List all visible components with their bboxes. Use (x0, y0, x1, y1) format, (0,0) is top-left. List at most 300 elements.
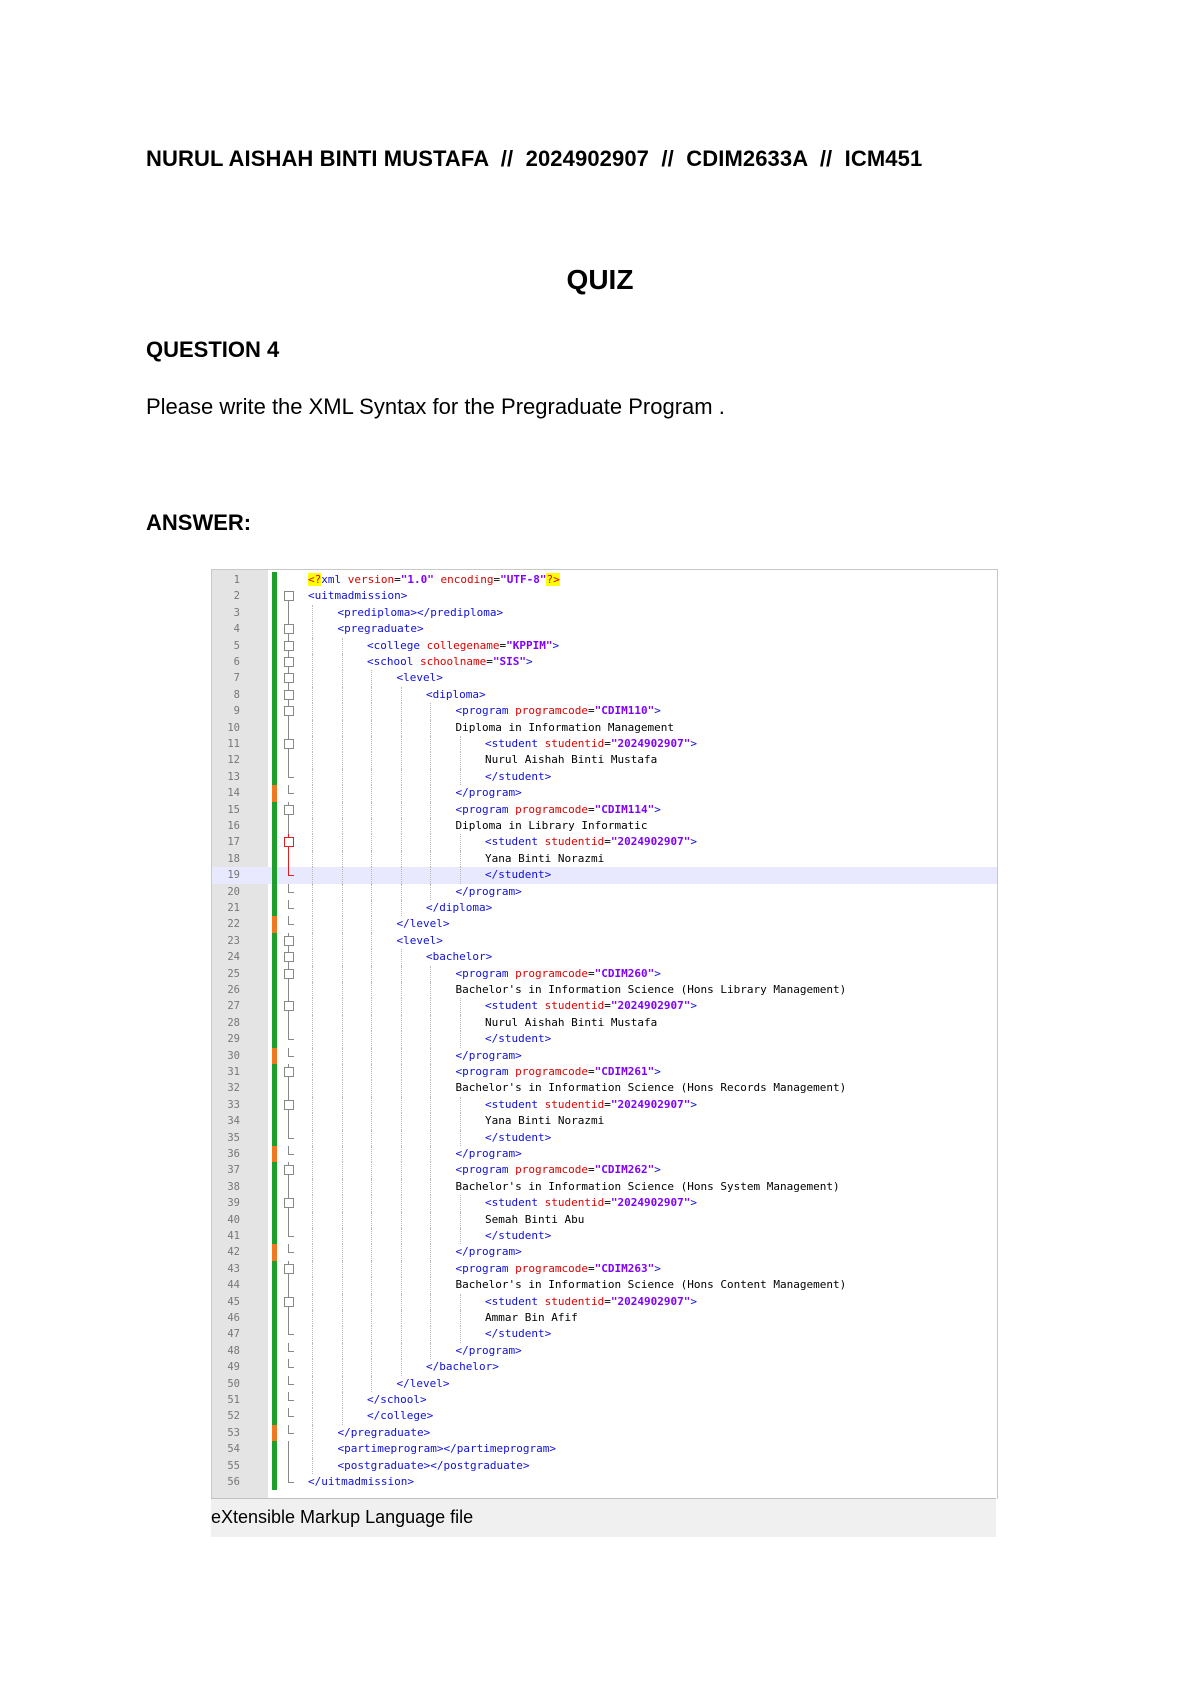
code-token: "CDIM110" (594, 704, 655, 718)
indent-guide (430, 1097, 431, 1113)
fold-guide (284, 1343, 294, 1359)
line-number: 35 (227, 1131, 240, 1144)
fold-guide (284, 851, 294, 867)
change-marker (272, 1261, 277, 1277)
code-token: Nurul Aishah Binti Mustafa (485, 753, 658, 767)
code-token: programcode (515, 802, 588, 816)
indent-guide (401, 900, 402, 916)
line-number: 17 (227, 836, 240, 849)
fold-toggle-icon[interactable] (284, 1064, 294, 1080)
indent-guide (401, 1097, 402, 1113)
indent-guide (401, 1343, 402, 1359)
fold-toggle-icon[interactable] (284, 1097, 294, 1113)
fold-toggle-icon[interactable] (284, 588, 294, 604)
code-token: Bachelor's in Information Science (Hons Records Management) (455, 1081, 847, 1095)
indent-guide (312, 1015, 313, 1031)
code-line[interactable] (212, 802, 997, 818)
code-token: "CDIM260" (594, 966, 655, 980)
change-marker (272, 851, 277, 867)
code-text (397, 916, 450, 932)
code-line[interactable] (212, 1146, 997, 1162)
indent-guide (401, 1359, 402, 1375)
code-line[interactable] (212, 1097, 997, 1113)
indent-guide (371, 1097, 372, 1113)
code-text (456, 802, 661, 818)
indent-guide (371, 1294, 372, 1310)
indent-guide (312, 1343, 313, 1359)
line-number: 54 (227, 1443, 240, 1456)
fold-guide (284, 1277, 294, 1293)
fold-toggle-icon[interactable] (284, 949, 294, 965)
code-line[interactable] (212, 900, 997, 916)
code-token: <program (455, 704, 516, 718)
line-number: 44 (227, 1279, 240, 1292)
change-marker (272, 998, 277, 1014)
code-line[interactable] (212, 1015, 997, 1031)
code-token: > (690, 999, 697, 1013)
fold-toggle-icon[interactable] (284, 998, 294, 1014)
indent-guide (312, 1261, 313, 1277)
code-token: programcode (515, 1261, 588, 1275)
code-line[interactable] (212, 1310, 997, 1326)
code-token: <school (367, 655, 420, 668)
indent-guide (460, 1130, 461, 1146)
code-token: > (654, 1065, 661, 1078)
code-text (397, 670, 443, 686)
indent-guide (401, 1064, 402, 1080)
fold-toggle-icon[interactable] (284, 703, 294, 719)
code-line[interactable] (212, 1392, 997, 1408)
change-marker (272, 1195, 277, 1211)
indent-guide (312, 621, 313, 637)
fold-guide (284, 1015, 294, 1031)
code-line[interactable] (212, 1080, 997, 1096)
indent-guide (430, 802, 431, 818)
fold-toggle-icon[interactable] (284, 933, 294, 949)
indent-guide (430, 966, 431, 982)
indent-guide (371, 867, 372, 883)
code-line[interactable] (212, 1130, 997, 1146)
line-number: 36 (227, 1148, 240, 1160)
line-number: 22 (227, 918, 240, 931)
xml-code-editor[interactable] (211, 569, 998, 1499)
code-line[interactable] (212, 818, 997, 834)
indent-guide (342, 720, 343, 736)
code-token: "KPPIM" (506, 638, 553, 652)
code-token: Bachelor's in Information Science (Hons System Management) (455, 1179, 840, 1193)
indent-guide (312, 1048, 313, 1064)
code-token: <student (485, 1097, 545, 1111)
indent-guide (460, 1294, 461, 1310)
code-line[interactable] (212, 1048, 997, 1064)
status-bar (211, 1498, 996, 1537)
code-line[interactable] (212, 605, 997, 621)
indent-guide (371, 687, 372, 703)
indent-guide (312, 670, 313, 686)
code-token: </student> (485, 1032, 552, 1046)
indent-guide (312, 949, 313, 965)
indent-guide (312, 1080, 313, 1096)
code-line[interactable] (212, 1212, 997, 1228)
indent-guide (371, 1195, 372, 1211)
line-number: 25 (227, 967, 240, 980)
code-text (485, 851, 604, 867)
line-number: 52 (227, 1410, 240, 1423)
indent-guide (342, 1031, 343, 1047)
code-line[interactable] (212, 752, 997, 768)
indent-guide (401, 834, 402, 850)
change-marker (272, 1458, 277, 1474)
code-line[interactable] (212, 1359, 997, 1375)
change-marker (272, 900, 277, 916)
indent-guide (371, 966, 372, 982)
fold-guide (284, 769, 294, 785)
change-marker (272, 949, 277, 965)
code-token: <diploma> (426, 687, 486, 701)
fold-toggle-icon[interactable] (284, 687, 294, 703)
code-text (456, 1162, 661, 1178)
indent-guide (401, 752, 402, 768)
code-token: "2024902907" (610, 835, 691, 849)
fold-guide (284, 916, 294, 932)
indent-guide (342, 867, 343, 883)
indent-guide (312, 851, 313, 867)
code-line[interactable] (212, 1162, 997, 1178)
code-line[interactable] (212, 1195, 997, 1211)
code-token: = (604, 737, 611, 750)
indent-guide (342, 1228, 343, 1244)
code-line[interactable] (212, 1343, 997, 1359)
code-token: <uitmadmission> (308, 589, 408, 603)
indent-guide (342, 851, 343, 867)
code-line[interactable] (212, 1064, 997, 1080)
code-token: <student (485, 835, 545, 849)
line-number: 43 (227, 1262, 240, 1275)
code-line[interactable] (212, 916, 997, 932)
code-text (456, 818, 648, 834)
code-line[interactable] (212, 687, 997, 703)
line-number: 6 (233, 656, 240, 668)
indent-guide (342, 933, 343, 949)
code-text (456, 1064, 661, 1080)
code-token: <student (485, 1196, 545, 1210)
code-line[interactable] (212, 670, 997, 686)
line-number: 48 (227, 1344, 240, 1357)
line-number: 56 (227, 1476, 240, 1488)
code-line[interactable] (212, 998, 997, 1014)
code-token: = (493, 573, 501, 586)
change-marker (272, 1359, 277, 1375)
indent-guide (401, 1195, 402, 1211)
fold-guide (284, 1212, 294, 1228)
code-token: ?> (546, 573, 560, 586)
line-number: 19 (227, 869, 240, 882)
code-token: </student> (485, 1229, 552, 1242)
code-token: </student> (485, 769, 552, 783)
fold-toggle-icon[interactable] (284, 654, 294, 670)
change-marker (272, 1212, 277, 1228)
indent-guide (342, 966, 343, 982)
code-token: encoding (433, 573, 494, 586)
fold-toggle-icon[interactable] (284, 966, 294, 982)
change-marker (272, 1228, 277, 1244)
line-number: 31 (227, 1066, 240, 1078)
indent-guide (430, 1146, 431, 1162)
code-line[interactable] (212, 736, 997, 752)
indent-guide (342, 1146, 343, 1162)
code-line[interactable] (212, 851, 997, 867)
indent-guide (342, 1130, 343, 1146)
indent-guide (371, 818, 372, 834)
code-line[interactable] (212, 769, 997, 785)
indent-guide (401, 1113, 402, 1129)
fold-toggle-icon[interactable] (284, 1162, 294, 1178)
code-line[interactable] (212, 703, 997, 719)
code-token: "2024902907" (610, 999, 691, 1013)
code-line[interactable] (212, 1408, 997, 1424)
code-line[interactable] (212, 621, 997, 637)
code-line[interactable] (212, 867, 997, 883)
indent-guide (460, 752, 461, 768)
change-marker (272, 867, 277, 883)
code-token: xml (321, 573, 348, 586)
indent-guide (430, 1326, 431, 1342)
indent-guide (401, 851, 402, 867)
indent-guide (371, 933, 372, 949)
code-text (485, 769, 551, 785)
code-line[interactable] (212, 1294, 997, 1310)
fold-toggle-icon[interactable] (284, 638, 294, 654)
indent-guide (342, 1048, 343, 1064)
code-line[interactable] (212, 654, 997, 670)
code-token: > (525, 655, 533, 668)
code-text (456, 884, 522, 900)
code-token: studentid (544, 1196, 605, 1210)
code-line[interactable] (212, 1031, 997, 1047)
indent-guide (312, 752, 313, 768)
indent-guide (401, 1031, 402, 1047)
change-marker (272, 802, 277, 818)
indent-guide (342, 916, 343, 932)
code-text (367, 654, 533, 670)
change-marker (272, 1146, 277, 1162)
code-line[interactable] (212, 933, 997, 949)
indent-guide (312, 966, 313, 982)
code-line[interactable] (212, 834, 997, 850)
code-text (485, 1195, 697, 1211)
fold-guide (284, 785, 294, 801)
line-number: 20 (227, 885, 240, 898)
answer-label: ANSWER: (146, 510, 252, 535)
indent-guide (430, 752, 431, 768)
code-line[interactable] (212, 1179, 997, 1195)
fold-guide (284, 867, 294, 883)
indent-guide (342, 769, 343, 785)
fold-guide (284, 1326, 294, 1342)
code-token: > (654, 704, 661, 718)
code-token: </level> (396, 1376, 450, 1390)
indent-guide (342, 1179, 343, 1195)
fold-guide (284, 1113, 294, 1129)
change-marker (272, 605, 277, 621)
code-token: > (690, 1294, 697, 1308)
code-line[interactable] (212, 638, 997, 654)
change-marker (272, 1392, 277, 1408)
change-marker (272, 1326, 277, 1342)
code-token: </level> (396, 917, 450, 931)
code-line[interactable] (212, 785, 997, 801)
code-token: > (690, 835, 697, 849)
code-line[interactable] (212, 1113, 997, 1129)
line-number: 12 (227, 754, 240, 767)
indent-guide (371, 1146, 372, 1162)
indent-guide (312, 916, 313, 932)
indent-guide (430, 769, 431, 785)
indent-guide (312, 1310, 313, 1326)
code-token: > (690, 737, 697, 750)
fold-toggle-icon[interactable] (284, 1261, 294, 1277)
line-number: 23 (227, 934, 240, 947)
fold-guide (284, 605, 294, 621)
change-marker (272, 670, 277, 686)
fold-toggle-icon[interactable] (284, 834, 294, 850)
fold-toggle-icon[interactable] (284, 670, 294, 686)
code-token: "CDIM114" (594, 802, 655, 816)
code-line[interactable] (212, 1277, 997, 1293)
code-text (485, 736, 697, 752)
code-line[interactable] (212, 966, 997, 982)
code-line[interactable] (212, 982, 997, 998)
fold-toggle-icon[interactable] (284, 802, 294, 818)
change-marker (272, 1277, 277, 1293)
indent-guide (371, 1359, 372, 1375)
indent-guide (371, 1310, 372, 1326)
fold-guide (284, 1179, 294, 1195)
code-text (456, 1080, 847, 1096)
code-token: programcode (515, 704, 588, 718)
change-marker (272, 1031, 277, 1047)
code-line[interactable] (212, 1261, 997, 1277)
indent-guide (460, 998, 461, 1014)
change-marker (272, 736, 277, 752)
indent-guide (342, 1376, 343, 1392)
indent-guide (342, 1359, 343, 1375)
code-token: </diploma> (426, 901, 493, 914)
code-line[interactable] (212, 1376, 997, 1392)
code-token: > (654, 802, 661, 816)
change-marker (272, 1425, 277, 1441)
code-line[interactable] (212, 1244, 997, 1260)
code-token: <bachelor> (426, 950, 493, 964)
indent-guide (312, 1097, 313, 1113)
code-line[interactable] (212, 572, 997, 588)
change-marker (272, 638, 277, 654)
indent-guide (342, 1097, 343, 1113)
indent-guide (401, 1130, 402, 1146)
fold-guide (284, 1080, 294, 1096)
change-marker (272, 588, 277, 604)
change-marker (272, 1064, 277, 1080)
code-token: <pregraduate> (337, 622, 424, 636)
indent-guide (342, 638, 343, 654)
fold-toggle-icon[interactable] (284, 1195, 294, 1211)
indent-guide (342, 1326, 343, 1342)
code-token: </program> (455, 1048, 522, 1062)
code-text (397, 933, 443, 949)
code-token: <level> (396, 933, 443, 947)
line-number: 29 (227, 1033, 240, 1046)
fold-toggle-icon[interactable] (284, 621, 294, 637)
indent-guide (371, 1212, 372, 1228)
change-marker (272, 916, 277, 932)
code-line[interactable] (212, 884, 997, 900)
fold-toggle-icon[interactable] (284, 1294, 294, 1310)
code-line[interactable] (212, 1228, 997, 1244)
question-label: QUESTION 4 (146, 337, 280, 362)
indent-guide (371, 1113, 372, 1129)
code-token: <prediploma></prediploma> (337, 605, 504, 619)
fold-guide (284, 1408, 294, 1424)
indent-guide (401, 1326, 402, 1342)
question-text: Please write the XML Syntax for the Pregraduate Program . (146, 394, 725, 419)
indent-guide (430, 1048, 431, 1064)
indent-guide (430, 1261, 431, 1277)
code-token: </uitmadmission> (308, 1475, 414, 1488)
indent-guide (371, 998, 372, 1014)
indent-guide (460, 736, 461, 752)
code-token: "SIS" (492, 655, 526, 668)
indent-guide (401, 785, 402, 801)
indent-guide (342, 1392, 343, 1408)
code-token: Ammar Bin Afif (485, 1311, 578, 1324)
change-marker (272, 785, 277, 801)
code-line[interactable] (212, 1326, 997, 1342)
code-line[interactable] (212, 1425, 997, 1441)
line-number: 18 (227, 852, 240, 865)
code-token: <college (367, 638, 427, 652)
code-line[interactable] (212, 1458, 997, 1474)
code-line[interactable] (212, 1474, 997, 1490)
code-text (456, 1261, 661, 1277)
code-token: Yana Binti Norazmi (485, 851, 605, 865)
indent-guide (342, 802, 343, 818)
indent-guide (312, 1146, 313, 1162)
fold-guide (284, 752, 294, 768)
code-line[interactable] (212, 588, 997, 604)
code-line[interactable] (212, 1441, 997, 1457)
code-line[interactable] (212, 720, 997, 736)
indent-guide (312, 1425, 313, 1441)
code-text (308, 1474, 414, 1490)
fold-toggle-icon[interactable] (284, 736, 294, 752)
fold-guide (284, 1031, 294, 1047)
indent-guide (312, 1376, 313, 1392)
change-marker (272, 654, 277, 670)
change-marker (272, 1130, 277, 1146)
line-number: 32 (227, 1082, 240, 1095)
code-line[interactable] (212, 949, 997, 965)
code-token: studentid (544, 1097, 605, 1111)
code-text (485, 1228, 551, 1244)
indent-guide (430, 736, 431, 752)
indent-guide (312, 1064, 313, 1080)
indent-guide (430, 1031, 431, 1047)
indent-guide (401, 736, 402, 752)
indent-guide (371, 1376, 372, 1392)
indent-guide (312, 1277, 313, 1293)
indent-guide (371, 1343, 372, 1359)
code-text (456, 1277, 847, 1293)
